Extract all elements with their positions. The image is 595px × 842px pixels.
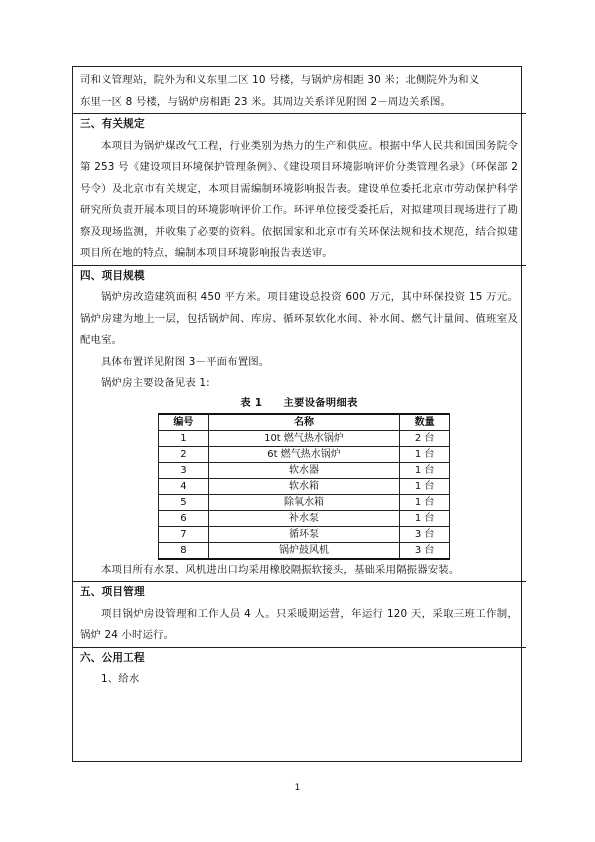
table-row bbox=[159, 478, 450, 494]
table-row bbox=[159, 542, 450, 559]
cell-name: 循环泵 bbox=[208, 526, 399, 542]
section-5-paragraph: 项目锅炉房设管理和工作人员 4 人。只采暖期运营，年运行 120 天，采取三班工作制，锅炉 24 小时运行。 bbox=[80, 607, 518, 641]
cell-quantity: 1 台 bbox=[400, 446, 450, 462]
cell-quantity: 2 台 bbox=[400, 430, 450, 446]
table-row bbox=[159, 510, 450, 526]
table-row bbox=[159, 446, 450, 462]
cell-quantity: 3 台 bbox=[400, 526, 450, 542]
table-row bbox=[159, 494, 450, 510]
section-3-paragraph: 本项目为锅炉煤改气工程，行业类别为热力的生产和供应。根据中华人民共和国国务院令第 253 号《建设项目环境保护管理条例》、《建设项目环境影响评价分类管理名录》（环保部 2 号令）及北京市有关规定，本项目需编制环境影响报告表。建设单位委托北京市劳动保护科学研究所负责开展本项目的环境影响评价工作。环评单位接受委托后，对拟建项目现场进行了勘察及现场监测，并收集了必要的资料。依据国家和北京市有关环保法规和技术规范，结合拟建项目所在地的特点，编制本项目环境影响报告表送审。 bbox=[80, 139, 518, 259]
cell-name: 锅炉鼓风机 bbox=[208, 542, 399, 559]
cell-number: 5 bbox=[159, 494, 209, 510]
section-6-subheading: 1、给水 bbox=[101, 673, 140, 685]
section-5-heading: 五、项目管理 bbox=[80, 586, 145, 598]
table-note-paragraph: 本项目所有水泵、风机进出口均采用橡胶隔振软接头，基础采用隔振器安装。 bbox=[101, 563, 460, 576]
header-cell-quantity: 数量 bbox=[400, 414, 450, 431]
cell-number: 1 bbox=[159, 430, 209, 446]
intro-line-2: 东里一区 8 号楼，与锅炉房相距 23 米。其周边关系详见附图 2－周边关系图。 bbox=[80, 95, 452, 108]
table-row bbox=[159, 462, 450, 478]
section-4-heading: 四、项目规模 bbox=[80, 269, 145, 282]
document-body bbox=[80, 70, 518, 691]
cell-name: 软水器 bbox=[208, 462, 399, 478]
cell-name: 10t 燃气热水锅炉 bbox=[208, 430, 399, 446]
cell-name: 补水泵 bbox=[208, 510, 399, 526]
section-4-paragraph-1: 锅炉房改造建筑面积 450 平方米。项目建设总投资 600 万元，其中环保投资 15 万元。锅炉房建为地上一层，包括锅炉间、库房、循环泵软化水间、补水间、燃气计量间、值班室及配电室。 bbox=[80, 291, 518, 346]
table-row bbox=[159, 430, 450, 446]
cell-quantity: 1 台 bbox=[400, 510, 450, 526]
cell-quantity: 3 台 bbox=[400, 542, 450, 559]
page-number: 1 bbox=[294, 783, 301, 793]
cell-name: 6t 燃气热水锅炉 bbox=[208, 446, 399, 462]
cell-quantity: 1 台 bbox=[400, 478, 450, 494]
intro-line-1: 司和义管理站，院外为和义东里二区 10 号楼，与锅炉房相距 30 米；北侧院外为和义 bbox=[80, 74, 480, 86]
cell-number: 2 bbox=[159, 446, 209, 462]
section-6-heading: 六、公用工程 bbox=[80, 651, 145, 664]
cell-name: 软水箱 bbox=[208, 478, 399, 494]
cell-name: 除氧水箱 bbox=[208, 494, 399, 510]
cell-number: 8 bbox=[159, 542, 209, 559]
section-4-paragraph-2: 具体布置详见附图 3－平面布置图。 bbox=[101, 355, 270, 368]
cell-number: 3 bbox=[159, 462, 209, 478]
section-3-heading: 三、有关规定 bbox=[80, 118, 145, 130]
cell-quantity: 1 台 bbox=[400, 462, 450, 478]
header-cell-number: 编号 bbox=[159, 414, 209, 431]
equipment-table bbox=[158, 413, 450, 560]
table-caption: 表 1 主要设备明细表 bbox=[240, 397, 358, 409]
cell-number: 4 bbox=[159, 478, 209, 494]
cell-quantity: 1 台 bbox=[400, 494, 450, 510]
table-row bbox=[159, 526, 450, 542]
section-4-paragraph-3: 锅炉房主要设备见表 1: bbox=[101, 377, 210, 389]
table-header-row bbox=[159, 414, 450, 431]
cell-number: 6 bbox=[159, 510, 209, 526]
cell-number: 7 bbox=[159, 526, 209, 542]
header-cell-name: 名称 bbox=[208, 414, 399, 431]
